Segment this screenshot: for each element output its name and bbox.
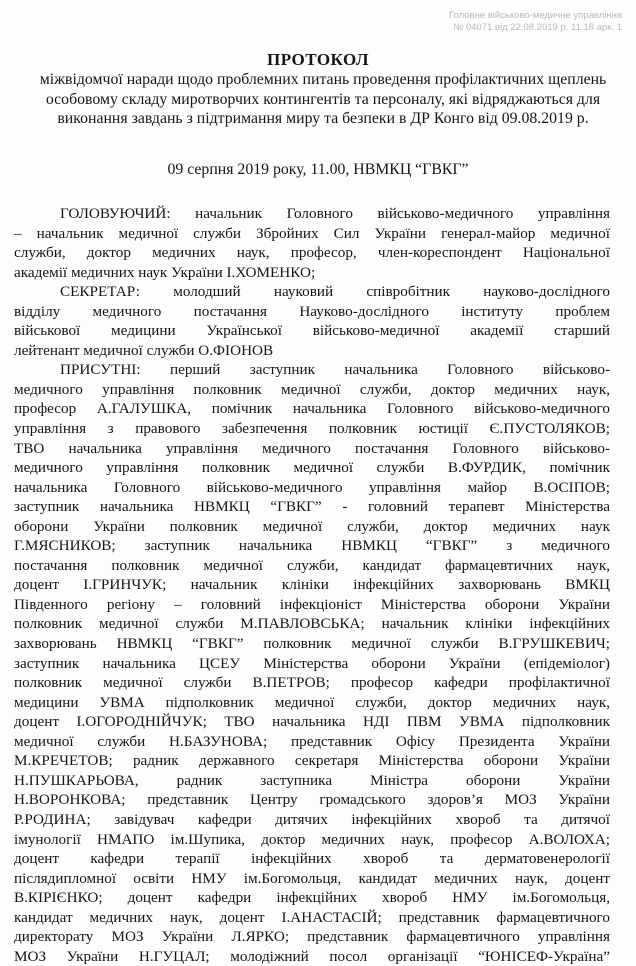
secretary-paragraph xyxy=(14,282,610,360)
secretary-text-line: відділу медичного постачання Науково-дослідного інституту проблем xyxy=(14,302,610,320)
present-text-line: заступник начальника ЦСЕУ Міністерства оборони України (епідеміолог) xyxy=(14,654,610,672)
document-title: ПРОТОКОЛ xyxy=(266,50,369,69)
present-text-line: доцент кафедри терапії інфекційних хвороб та дерматовенерології xyxy=(14,850,610,868)
stamp-line-2: № 04071 від 22.08.2019 р. 11:18 арк. 1 xyxy=(453,22,622,33)
present-text-line: полковник медичної служби М.ПАВЛОВСЬКА; начальник клініки інфекційних xyxy=(14,615,610,633)
meeting-date-place: 09 серпня 2019 року, 11.00, НВМКЦ “ГВКГ” xyxy=(167,161,469,178)
present-text-line: оборони України полковник медичної служби, доктор медичних наук xyxy=(14,517,610,535)
present-text-line: МОЗ України Н.ГУЦАЛ; молодіжний посол організації “ЮНІСЕФ-Україна” xyxy=(14,947,610,965)
chair-text-line: академії медичних наук України І.ХОМЕНКО; xyxy=(14,263,316,281)
chair-text-line: начальник Головного військово-медичного управління xyxy=(195,205,610,222)
document-subtitle: міжвідомчої наради щодо проблемних питань проведення профілактичних щеплень особовому складу миротворчих контингентів та персоналу, які відряджаються для виконання завдань з підтримання миру та безпеки в ДР Конго від 09.08.2019 р. xyxy=(39,71,607,128)
present-text-line: професор А.ГАЛУШКА, помічник начальника Головного військово-медичного xyxy=(14,400,610,418)
present-text-line: захворювань НВМКЦ “ГВКГ” полковник медичної служби В.ГРУШКЕВИЧ; xyxy=(14,635,610,653)
present-text-line: постачання полковник медичної служби, кандидат фармацевтичних наук, xyxy=(14,556,610,574)
chair-paragraph xyxy=(14,204,610,282)
present-text-line: Г.МЯСНИКОВ; заступник начальника НВМКЦ “ГВКГ” з медичного xyxy=(14,537,610,555)
secretary-text-line: молодший науковий співробітник науково-дослідного xyxy=(173,283,610,301)
present-text-line: заступник начальника НВМКЦ “ГВКГ” - головний терапевт Міністерства xyxy=(14,498,610,516)
present-text-line: начальника Головного військово-медичного управління майор В.ОСІПОВ; xyxy=(14,478,610,496)
protocol-body xyxy=(14,204,610,966)
present-text-line: В.КІРІЄНКО; доцент кафедри інфекційних хвороб НМУ ім.Богомольця, xyxy=(14,889,610,907)
present-label: ПРИСУТНІ: xyxy=(60,361,141,379)
present-text-line: Н.ПУШКАРЬОВА, радник заступника Міністра оборони України xyxy=(14,771,610,789)
present-text-line: полковник медичної служби В.ПЕТРОВ; професор кафедри профілактичної xyxy=(14,674,610,692)
secretary-text-line: військової медицини Української військово-медичної академії старший xyxy=(14,322,610,340)
chair-label: ГОЛОВУЮЧИЙ: xyxy=(60,205,171,222)
present-text-line: кандидат медичних наук, доцент І.АНАСТАСІЙ; представник фармацевтичного xyxy=(14,908,610,926)
secretary-text-line: лейтенант медичної служби О.ФІОНОВ xyxy=(14,341,274,359)
present-text-line: медичного управління полковник медичної служби, доктор медичних наук, xyxy=(14,380,610,398)
present-text-line: ТВО начальника управління медичного постачання Головного військово- xyxy=(14,439,610,457)
chair-text-line: служби, доктор медичних наук, професор, член-кореспондент Національної xyxy=(14,244,610,262)
present-text-line: післядипломної освіти НМУ ім.Богомольця, кандидат медичних наук, доцент xyxy=(14,869,610,887)
stamp-line-1: Головне військово-медичне управління xyxy=(449,10,622,21)
registration-stamp xyxy=(432,10,622,34)
present-text-line: директорату МОЗ України Л.ЯРКО; представник фармацевтичного управління xyxy=(14,928,610,946)
present-text-line: Південного регіону – головний інфекціоніст Міністерства оборони України xyxy=(14,595,610,613)
present-text-line: управління з правового забезпечення полковник юстиції Є.ПУСТОЛЯКОВ; xyxy=(14,420,610,438)
present-text-line: імунології НМАПО ім.Шупика, доктор медичних наук, професор А.ВОЛОХА; xyxy=(14,830,610,848)
present-text-line: медичної служби Н.БАЗУНОВА; представник Офісу Президента України xyxy=(14,732,610,750)
present-text-line: Н.ВОРОНКОВА; представник Центру громадського здоров’я МОЗ України xyxy=(14,791,610,809)
secretary-label: СЕКРЕТАР: xyxy=(60,283,140,301)
present-paragraph xyxy=(14,360,610,966)
chair-text-line: – начальник медичної служби Збройних Сил України генерал-майор медичної xyxy=(14,224,610,242)
present-text-line: медичного управління полковник медичної служби В.ФУРДИК, помічник xyxy=(14,459,610,477)
present-text-line: перший заступник начальника Головного військово- xyxy=(169,361,611,379)
present-text-line: медицини УВМА підполковник медичної служби, доктор медичних наук, xyxy=(14,693,610,711)
present-text-line: доцент І.ОГОРОДНІЙЧУК; ТВО начальника НДІ ПВМ УВМА підполковник xyxy=(14,713,610,731)
present-text-line: доцент І.ГРИНЧУК; начальник клініки інфекційних захворювань ВМКЦ xyxy=(14,576,610,594)
present-text-line: Р.РОДИНА; завідувач кафедри дитячих інфекційних хвороб та дитячої xyxy=(14,810,610,828)
present-text-line: М.КРЕЧЕТОВ; радник державного секретаря Міністерства оборони України xyxy=(14,752,610,770)
